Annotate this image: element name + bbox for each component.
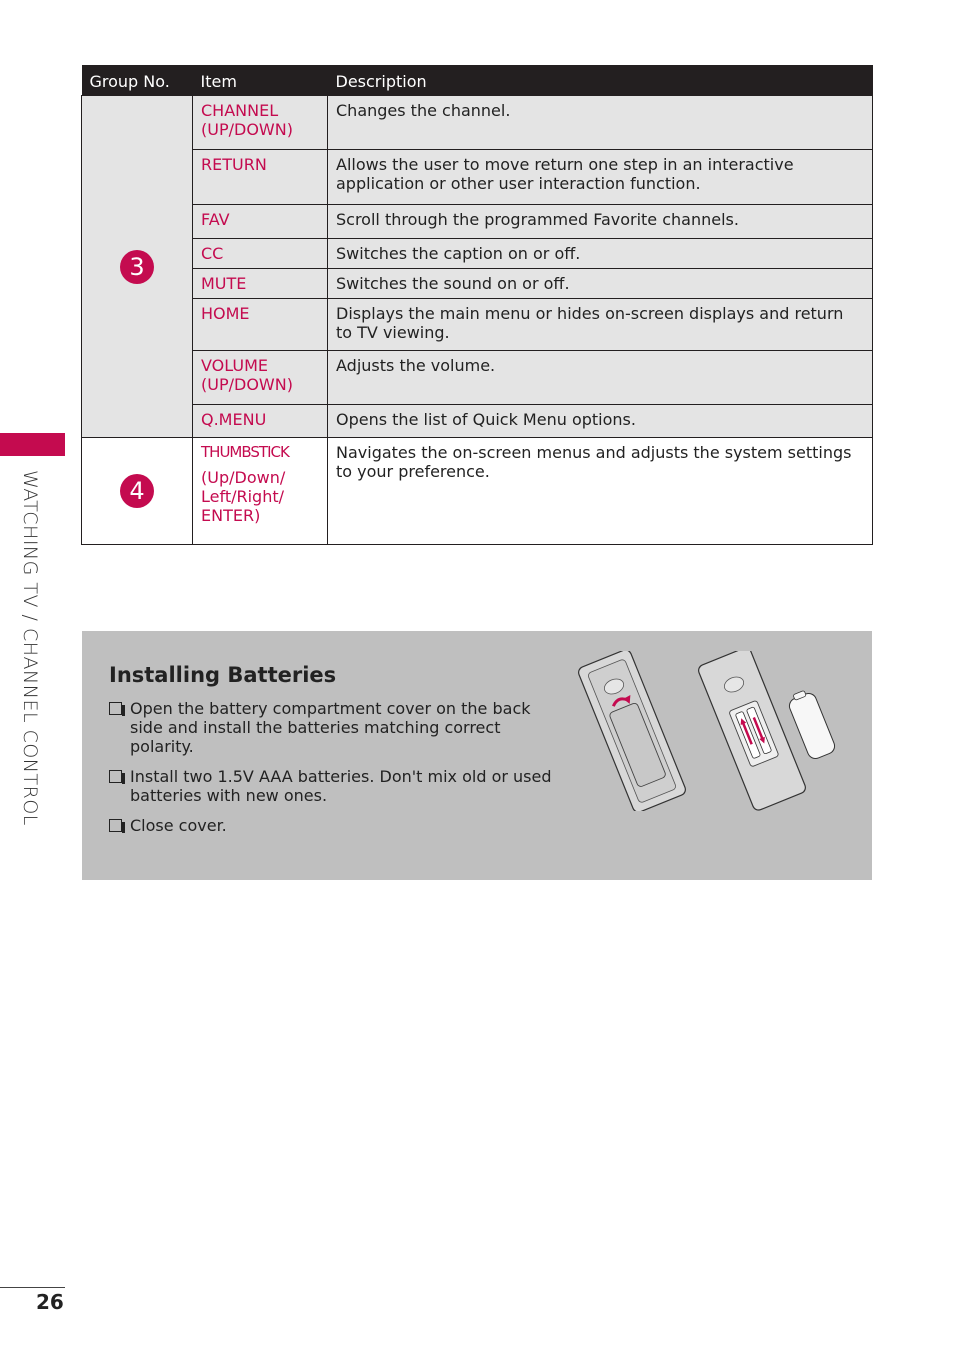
control-table (81, 65, 873, 545)
table-row (82, 205, 873, 239)
header-item: Item (193, 65, 328, 96)
desc-qmenu: Opens the list of Quick Menu options. (328, 405, 873, 438)
desc-volume: Adjusts the volume. (328, 351, 873, 405)
remote-battery-illustration-icon (572, 651, 842, 811)
table-header-row (82, 65, 873, 96)
side-tab-marker (0, 433, 65, 456)
desc-home: Displays the main menu or hides on-screen displays and return to TV viewing. (328, 299, 873, 351)
checkbox-bullet-icon (109, 819, 122, 832)
item-thumbstick (193, 438, 328, 545)
table-row (82, 269, 873, 299)
header-group: Group No. (82, 65, 193, 96)
page-number: 26 (36, 1290, 64, 1314)
item-home: HOME (193, 299, 328, 351)
item-return: RETURN (193, 150, 328, 205)
desc-channel: Changes the channel. (328, 96, 873, 150)
batteries-list (108, 699, 558, 846)
group-3-badge: 3 (120, 250, 154, 284)
list-item (108, 767, 558, 805)
list-item (108, 816, 558, 835)
installing-batteries-panel (82, 631, 872, 880)
item-volume: VOLUME (UP/DOWN) (193, 351, 328, 405)
item-fav: FAV (193, 205, 328, 239)
batteries-title: Installing Batteries (109, 663, 337, 687)
table-row (82, 351, 873, 405)
table-row (82, 299, 873, 351)
thumbstick-directions: (Up/Down/ Left/Right/ ENTER) (201, 468, 286, 525)
table-row (82, 438, 873, 545)
desc-thumbstick: Navigates the on-screen menus and adjusts the system settings to your preference. (328, 438, 873, 545)
item-mute: MUTE (193, 269, 328, 299)
group-3 (82, 96, 873, 438)
item-cc: CC (193, 239, 328, 269)
batteries-step-2: Install two 1.5V AAA batteries. Don't mix old or used batteries with new ones. (130, 767, 552, 805)
batteries-step-3: Close cover. (130, 816, 227, 835)
table-row (82, 96, 873, 150)
desc-fav: Scroll through the programmed Favorite channels. (328, 205, 873, 239)
group-3-cell (82, 96, 193, 438)
page-number-rule (0, 1287, 65, 1288)
desc-return: Allows the user to move return one step in an interactive application or other user interaction function. (328, 150, 873, 205)
desc-mute: Switches the sound on or off. (328, 269, 873, 299)
thumbstick-label: THUMBSTICK (201, 443, 289, 461)
checkbox-bullet-icon (109, 702, 122, 715)
table-row (82, 405, 873, 438)
list-item (108, 699, 558, 756)
group-4 (82, 438, 873, 545)
item-channel: CHANNEL (UP/DOWN) (193, 96, 328, 150)
desc-cc: Switches the caption on or off. (328, 239, 873, 269)
section-side-title: WATCHING TV / CHANNEL CONTROL (19, 470, 41, 826)
group-4-cell (82, 438, 193, 545)
table-row (82, 239, 873, 269)
batteries-step-1: Open the battery compartment cover on the back side and install the batteries matching correct polarity. (130, 699, 531, 756)
checkbox-bullet-icon (109, 770, 122, 783)
header-description: Description (328, 65, 873, 96)
table-row (82, 150, 873, 205)
item-qmenu: Q.MENU (193, 405, 328, 438)
group-4-badge: 4 (120, 474, 154, 508)
